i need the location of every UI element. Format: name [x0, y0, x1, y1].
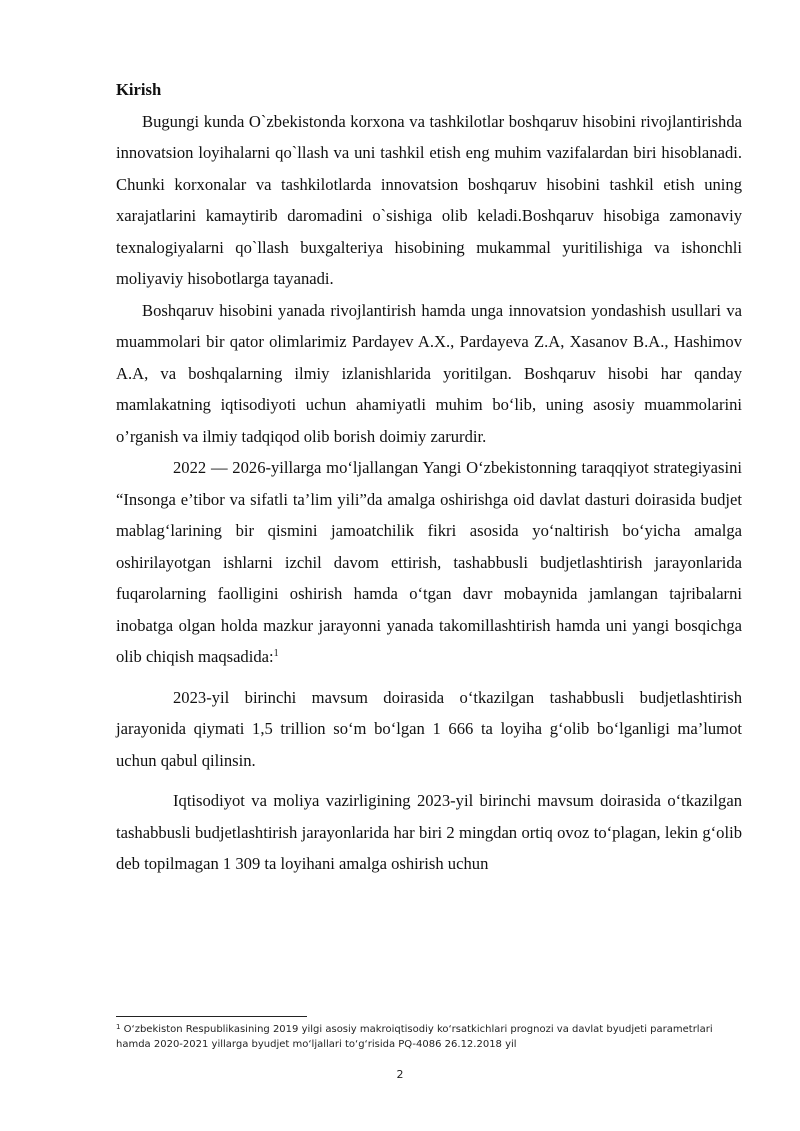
- paragraph-3-text: 2022 — 2026-yillarga mo‘ljallangan Yangi O‘zbekistonning taraqqiyot strategiyasini “Insonga e’tibor va sifatli ta’lim yili”da amalga oshirishga oid davlat dasturi doirasida budjet mablag‘larining bir qismini jamoatchilik fikri asosida yo‘naltirish bo‘yicha amalga oshirilayotgan ishlarni izchil davom ettirish, tashabbusli budjetlashtirish jarayonlarida fuqarolarning faolligini oshirish hamda o‘tgan davr mobaynida jamlangan tajribalarni inobatga olgan holda mazkur jarayonni yanada takomillashtirish hamda uni yangi bosqichga olib chiqish maqsadida:: [116, 458, 742, 666]
- footnote-text: O‘zbekiston Respublikasining 2019 yilgi asosiy makroiqtisodiy ko‘rsatkichlari prognozi va davlat byudjeti parametrlari hamda 2020-2021 yillarga byudjet mo‘ljallari to‘g‘risida PQ-4086 26.12.2018 yil: [116, 1024, 713, 1050]
- footnote-reference[interactable]: 1: [273, 648, 279, 659]
- paragraph-5: Iqtisodiyot va moliya vazirligining 2023-yil birinchi mavsum doirasida o‘tkazilgan tashabbusli budjetlashtirish jarayonlarida har biri 2 mingdan ortiq ovoz to‘plagan, lekin g‘olib deb topilmagan 1 309 ta loyihani amalga oshirish uchun: [116, 791, 742, 873]
- paragraph-1: Bugungi kunda O`zbekistonda korxona va tashkilotlar boshqaruv hisobini rivojlantirishda innovatsion loyihalarni qo`llash va uni tashkil etish eng muhim vazifalardan biri hisoblanadi. Chunki korxonalar va tashkilotlarda innovatsion boshqaruv hisobini tashkil etish uning xarajatlarini kamaytirib daromadini o`sishiga olib keladi.Boshqaruv hisobiga zamonaviy texnalogiyalarni qo`llash buxgalteriya hisobining mukammal yuritilishiga va ishonchli moliyaviy hisobotlarga tayanadi.: [116, 111, 742, 288]
- paragraph-2: Boshqaruv hisobini yanada rivojlantirish hamda unga innovatsion yondashish usullari va muammolari bir qator olimlarimiz Pardayev A.X., Pardayeva Z.A, Xasanov B.A., Hashimov A.A, va boshqalarning ilmiy izlanishlarida yoritilgan. Boshqaruv hisobi har qanday mamlakatning iqtisodiyoti uchun ahamiyatli muhim bo‘lib, uning asosiy muammolarini o’rganish va ilmiy tadqiqod olib borish doimiy zarurdir.: [116, 300, 742, 446]
- footnote: [116, 1022, 746, 1052]
- page-number: 2: [396, 1068, 404, 1081]
- section-heading: Kirish: [116, 80, 162, 99]
- body-text: [116, 74, 742, 880]
- paragraph-4: 2023-yil birinchi mavsum doirasida o‘tkazilgan tashabbusli budjetlashtirish jarayonida qiymati 1,5 trillion so‘m bo‘lgan 1 666 ta loyiha g‘olib bo‘lganligi ma’lumot uchun qabul qilinsin.: [116, 687, 742, 770]
- paragraph-3: [116, 452, 742, 673]
- footnote-separator: [116, 1016, 307, 1017]
- footnote-marker: 1: [116, 1023, 121, 1031]
